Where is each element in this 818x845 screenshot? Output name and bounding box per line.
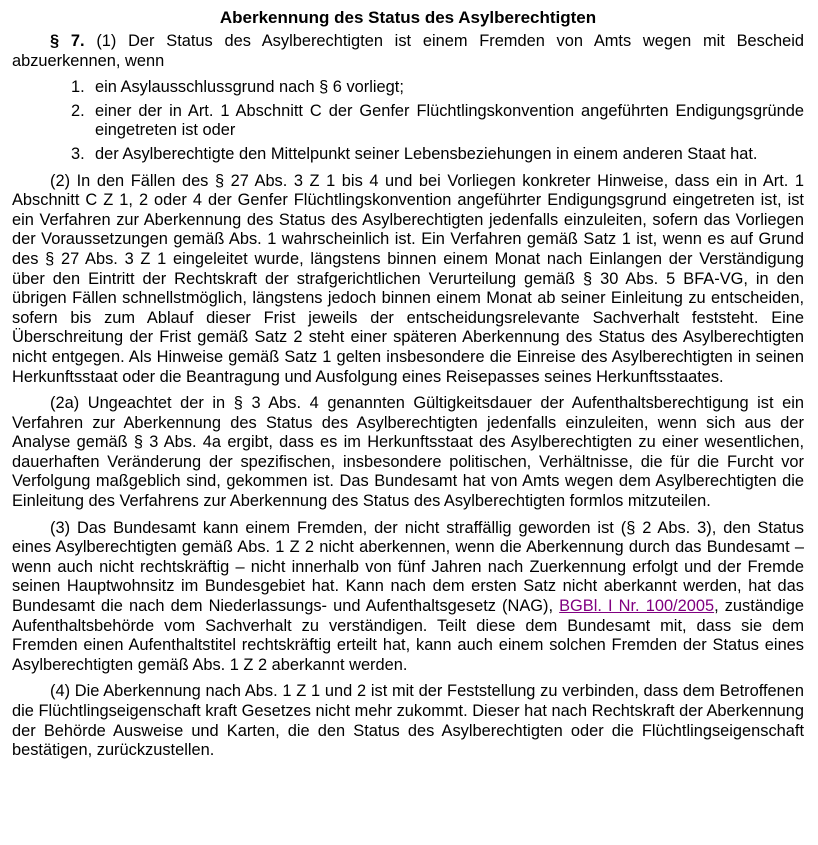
- paragraph-3: [12, 519, 804, 676]
- paragraph-2: (2) In den Fällen des § 27 Abs. 3 Z 1 bis 4 und bei Vorliegen konkreter Hinweise, dass ein in Art. 1 Abschnitt C Z 1, 2 oder 4 der Genfer Flüchtlingskonvention angeführter Endigungsgrund eingetreten ist, ist ein Verfahren zur Aberkennung des Status des Asylberechtigten jedenfalls einzuleiten, sofern das Vorliegen der Voraussetzungen gemäß Abs. 1 wahrscheinlich ist. Ein Verfahren gemäß Satz 1 ist, wenn es auf Grund des § 27 Abs. 3 Z 1 eingeleitet wurde, längstens binnen einem Monat nach Einlangen der Verständigung über den Eintritt der Rechtskraft der strafgerichtlichen Verurteilung gemäß § 30 Abs. 5 BFA-VG, in den übrigen Fällen schnellstmöglich, längstens jedoch binnen einem Monat ab seiner Einleitung zu entscheiden, sofern bis zum Ablauf dieser Frist jeweils der entscheidungsrelevante Sachverhalt feststeht. Eine Überschreitung der Frist gemäß Satz 2 steht einer späteren Aberkennung des Status des Asylberechtigten nicht entgegen. Als Hinweise gemäß Satz 1 gelten insbesondere die Einreise des Asylberechtigten in seinen Herkunftsstaat oder die Beantragung und Ausfolgung eines Reisepasses seines Herkunftsstaates.: [12, 171, 804, 386]
- section-title: Aberkennung des Status des Asylberechtigten: [219, 8, 597, 27]
- paragraph-4: (4) Die Aberkennung nach Abs. 1 Z 1 und 2 ist mit der Feststellung zu verbinden, dass dem Betroffenen die Flüchtlingseigenschaft kraft Gesetzes nicht mehr zukommt. Dieser hat nach Rechtskraft der Aberkennung der Behörde Ausweise und Karten, die den Status des Asylberechtigten oder die Flüchtlingseigenschaft bestätigen, zurückzustellen.: [12, 682, 804, 760]
- list-text: der Asylberechtigte den Mittelpunkt seiner Lebensbeziehungen in einem anderen Staat hat.: [95, 144, 758, 163]
- paragraph-3-text-start: (3) Das Bundesamt kann einem Fremden, der nicht straffällig geworden ist (§ 2 Abs. 3), den Status eines Asylberechtigten gemäß Abs. 1 Z 2 nicht aberkennen, wenn die Aberkennung durch das Bundesamt – wenn auch nicht rechtskräftig – nicht innerhalb von fünf Jahren nach Zuerkennung erfolgt und der Fremde seinen Hauptwohnsitz im Bundesgebiet hat. Kann nach dem ersten Satz nicht aberkannt werden, hat das Bundesamt die nach dem Niederlassungs- und Aufenthaltsgesetz (NAG),: [12, 518, 804, 616]
- paragraph-1-text: (1) Der Status des Asylberechtigten ist einem Fremden von Amts wegen mit Bescheid abzuerkennen, wenn: [12, 32, 805, 70]
- list-item: [12, 78, 804, 98]
- paragraph-1: [12, 32, 804, 71]
- list-number: 2.: [71, 101, 85, 120]
- list-text: einer der in Art. 1 Abschnitt C der Genfer Flüchtlingskonvention angeführten Endigungsgründe eingetreten ist oder: [95, 101, 804, 140]
- list-number: 1.: [71, 78, 85, 97]
- list-number: 3.: [71, 144, 85, 163]
- bgbl-link[interactable]: BGBl. I Nr. 100/2005: [559, 597, 715, 616]
- section-number: § 7.: [50, 32, 85, 50]
- paragraph-2a: (2a) Ungeachtet der in § 3 Abs. 4 genannten Gültigkeitsdauer der Aufenthaltsberechtigung ist ein Verfahren zur Aberkennung des Status des Asylberechtigten jedenfalls einzuleiten, wenn sich aus der Analyse gemäß § 3 Abs. 4a ergibt, dass es im Herkunftsstaat des Asylberechtigten zu einer wesentlichen, dauerhaften Veränderung der spezifischen, insbesondere politischen, Verhältnisse, die für die Furcht vor Verfolgung maßgeblich sind, gekommen ist. Das Bundesamt hat von Amts wegen dem Asylberechtigten die Einleitung des Verfahrens zur Aberkennung des Status des Asylberechtigten formlos mitzuteilen.: [12, 394, 804, 511]
- list-item: [12, 102, 804, 141]
- list-text: ein Asylausschlussgrund nach § 6 vorliegt;: [95, 78, 404, 97]
- list-item: [12, 145, 804, 165]
- paragraph-1-list: [12, 78, 804, 164]
- paragraph-3-text-end: , zuständige Aufenthaltsbehörde vom Sachverhalt zu verständigen. Teilt diese dem Bundesamt mit, dass sie dem Fremden einen Aufenthaltstitel rechtskräftig erteilt hat, kann auch einem solchen Fremden der Status eines Asylberechtigten gemäß Abs. 1 Z 2 aberkannt werden.: [12, 597, 805, 674]
